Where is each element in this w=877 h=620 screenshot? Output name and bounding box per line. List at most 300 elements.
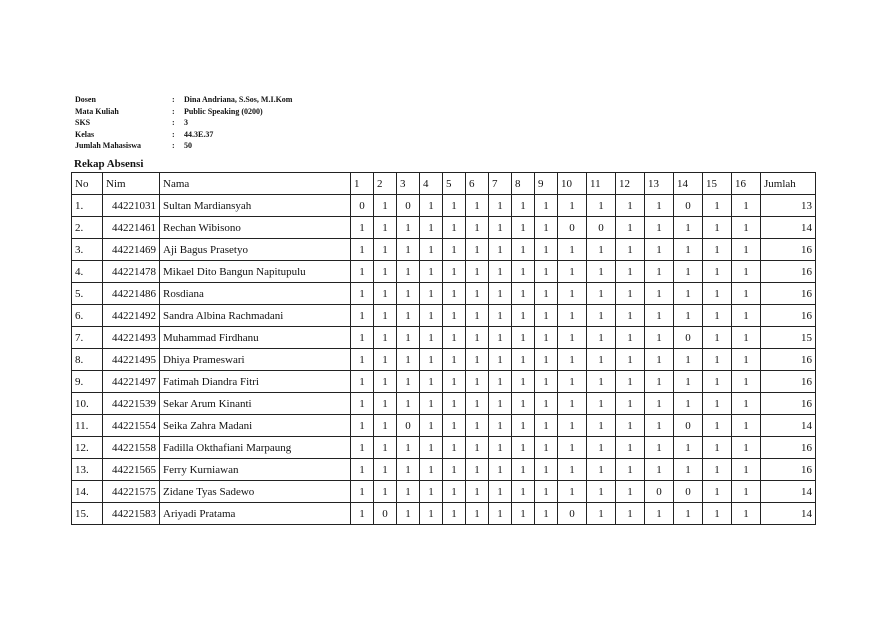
cell-attendance: 1 xyxy=(674,371,703,393)
cell-attendance: 1 xyxy=(351,327,374,349)
cell-attendance: 1 xyxy=(466,239,489,261)
cell-attendance: 1 xyxy=(420,481,443,503)
cell-attendance: 1 xyxy=(535,195,558,217)
cell-attendance: 1 xyxy=(443,503,466,525)
cell-attendance: 1 xyxy=(616,349,645,371)
cell-attendance: 1 xyxy=(616,393,645,415)
cell-attendance: 1 xyxy=(443,415,466,437)
cell-attendance: 1 xyxy=(587,283,616,305)
cell-attendance: 1 xyxy=(374,305,397,327)
table-row xyxy=(72,217,816,239)
cell-attendance: 1 xyxy=(512,283,535,305)
cell-attendance: 1 xyxy=(489,195,512,217)
cell-attendance: 1 xyxy=(374,195,397,217)
info-value: Dina Andriana, S.Sos, M.I.Kom xyxy=(184,95,293,104)
cell-attendance: 1 xyxy=(512,503,535,525)
header-meeting-6: 6 xyxy=(466,173,489,195)
info-label: Jumlah Mahasiswa xyxy=(75,141,142,150)
cell-attendance: 1 xyxy=(397,239,420,261)
cell-attendance: 1 xyxy=(466,371,489,393)
cell-attendance: 1 xyxy=(397,217,420,239)
cell-attendance: 1 xyxy=(535,503,558,525)
cell-attendance: 1 xyxy=(616,283,645,305)
cell-nama: Ariyadi Pratama xyxy=(160,503,351,525)
cell-nama: Ferry Kurniawan xyxy=(160,459,351,481)
cell-attendance: 1 xyxy=(558,371,587,393)
header-meeting-10: 10 xyxy=(558,173,587,195)
cell-attendance: 1 xyxy=(420,261,443,283)
cell-attendance: 1 xyxy=(512,481,535,503)
cell-attendance: 1 xyxy=(587,459,616,481)
table-row xyxy=(72,327,816,349)
cell-jumlah: 16 xyxy=(761,283,816,305)
cell-attendance: 0 xyxy=(674,415,703,437)
info-row-kelas xyxy=(75,129,292,141)
cell-attendance: 1 xyxy=(397,305,420,327)
cell-attendance: 1 xyxy=(466,327,489,349)
cell-attendance: 1 xyxy=(703,195,732,217)
info-label: Kelas xyxy=(75,129,95,139)
cell-attendance: 1 xyxy=(703,327,732,349)
cell-attendance: 1 xyxy=(587,371,616,393)
cell-nim: 44221493 xyxy=(103,327,160,349)
cell-attendance: 1 xyxy=(397,503,420,525)
info-row-jumlah-mahasiswa xyxy=(75,140,292,152)
cell-attendance: 1 xyxy=(674,283,703,305)
cell-nim: 44221478 xyxy=(103,261,160,283)
cell-attendance: 1 xyxy=(558,393,587,415)
cell-attendance: 1 xyxy=(443,283,466,305)
cell-no: 11. xyxy=(72,415,103,437)
cell-attendance: 1 xyxy=(558,195,587,217)
header-meeting-2: 2 xyxy=(374,173,397,195)
cell-nim: 44221497 xyxy=(103,371,160,393)
cell-attendance: 1 xyxy=(732,261,761,283)
cell-attendance: 1 xyxy=(616,503,645,525)
cell-attendance: 1 xyxy=(420,393,443,415)
cell-attendance: 1 xyxy=(558,327,587,349)
cell-nama: Muhammad Firdhanu xyxy=(160,327,351,349)
cell-attendance: 1 xyxy=(558,481,587,503)
cell-attendance: 1 xyxy=(645,283,674,305)
cell-attendance: 1 xyxy=(732,503,761,525)
cell-attendance: 1 xyxy=(512,305,535,327)
cell-attendance: 1 xyxy=(420,349,443,371)
cell-attendance: 1 xyxy=(489,393,512,415)
cell-no: 3. xyxy=(72,239,103,261)
cell-attendance: 1 xyxy=(351,371,374,393)
cell-attendance: 1 xyxy=(535,327,558,349)
cell-attendance: 1 xyxy=(587,393,616,415)
cell-attendance: 1 xyxy=(466,283,489,305)
cell-attendance: 1 xyxy=(732,415,761,437)
cell-attendance: 1 xyxy=(489,305,512,327)
table-row xyxy=(72,239,816,261)
cell-attendance: 1 xyxy=(616,261,645,283)
info-value: 50 xyxy=(184,141,192,150)
cell-attendance: 0 xyxy=(645,481,674,503)
cell-attendance: 0 xyxy=(397,195,420,217)
table-row xyxy=(72,349,816,371)
cell-attendance: 1 xyxy=(489,283,512,305)
cell-nama: Sandra Albina Rachmadani xyxy=(160,305,351,327)
cell-no: 6. xyxy=(72,305,103,327)
cell-jumlah: 14 xyxy=(761,481,816,503)
cell-attendance: 1 xyxy=(587,327,616,349)
cell-attendance: 1 xyxy=(489,217,512,239)
course-info xyxy=(75,94,292,152)
cell-attendance: 1 xyxy=(512,437,535,459)
cell-attendance: 1 xyxy=(703,437,732,459)
cell-attendance: 1 xyxy=(535,393,558,415)
cell-attendance: 1 xyxy=(420,459,443,481)
cell-attendance: 1 xyxy=(374,239,397,261)
cell-jumlah: 16 xyxy=(761,305,816,327)
cell-attendance: 1 xyxy=(645,415,674,437)
cell-attendance: 1 xyxy=(674,503,703,525)
cell-attendance: 1 xyxy=(397,481,420,503)
cell-attendance: 1 xyxy=(351,481,374,503)
cell-attendance: 1 xyxy=(732,437,761,459)
cell-attendance: 1 xyxy=(587,481,616,503)
table-row xyxy=(72,371,816,393)
header-meeting-3: 3 xyxy=(397,173,420,195)
table-row xyxy=(72,261,816,283)
cell-attendance: 1 xyxy=(732,195,761,217)
header-meeting-15: 15 xyxy=(703,173,732,195)
cell-attendance: 1 xyxy=(732,481,761,503)
cell-nim: 44221554 xyxy=(103,415,160,437)
header-meeting-1: 1 xyxy=(351,173,374,195)
table-row xyxy=(72,503,816,525)
cell-attendance: 1 xyxy=(587,415,616,437)
cell-attendance: 1 xyxy=(732,217,761,239)
cell-attendance: 1 xyxy=(443,371,466,393)
table-row xyxy=(72,459,816,481)
cell-attendance: 1 xyxy=(420,503,443,525)
cell-attendance: 0 xyxy=(397,415,420,437)
cell-nim: 44221492 xyxy=(103,305,160,327)
cell-jumlah: 15 xyxy=(761,327,816,349)
cell-attendance: 1 xyxy=(558,261,587,283)
cell-attendance: 1 xyxy=(703,371,732,393)
cell-attendance: 1 xyxy=(397,459,420,481)
cell-jumlah: 16 xyxy=(761,371,816,393)
cell-attendance: 0 xyxy=(674,327,703,349)
header-meeting-14: 14 xyxy=(674,173,703,195)
cell-attendance: 1 xyxy=(489,371,512,393)
cell-attendance: 1 xyxy=(616,239,645,261)
cell-attendance: 1 xyxy=(703,239,732,261)
cell-no: 14. xyxy=(72,481,103,503)
cell-attendance: 1 xyxy=(558,349,587,371)
cell-no: 5. xyxy=(72,283,103,305)
cell-attendance: 1 xyxy=(443,481,466,503)
table-row xyxy=(72,481,816,503)
cell-attendance: 1 xyxy=(351,305,374,327)
table-row xyxy=(72,393,816,415)
cell-jumlah: 14 xyxy=(761,217,816,239)
cell-attendance: 1 xyxy=(374,283,397,305)
cell-jumlah: 16 xyxy=(761,349,816,371)
cell-attendance: 1 xyxy=(351,503,374,525)
cell-attendance: 1 xyxy=(466,305,489,327)
cell-attendance: 1 xyxy=(443,349,466,371)
cell-attendance: 1 xyxy=(397,261,420,283)
cell-attendance: 1 xyxy=(674,239,703,261)
cell-attendance: 1 xyxy=(674,261,703,283)
cell-attendance: 1 xyxy=(397,393,420,415)
table-row xyxy=(72,283,816,305)
cell-nim: 44221558 xyxy=(103,437,160,459)
table-row xyxy=(72,437,816,459)
cell-attendance: 1 xyxy=(703,415,732,437)
cell-attendance: 1 xyxy=(587,305,616,327)
cell-attendance: 1 xyxy=(466,261,489,283)
cell-attendance: 1 xyxy=(466,217,489,239)
cell-no: 13. xyxy=(72,459,103,481)
cell-no: 1. xyxy=(72,195,103,217)
cell-jumlah: 16 xyxy=(761,261,816,283)
cell-no: 12. xyxy=(72,437,103,459)
cell-attendance: 1 xyxy=(703,503,732,525)
cell-attendance: 1 xyxy=(587,195,616,217)
cell-nim: 44221565 xyxy=(103,459,160,481)
cell-attendance: 1 xyxy=(512,327,535,349)
cell-attendance: 0 xyxy=(674,195,703,217)
cell-nim: 44221469 xyxy=(103,239,160,261)
cell-attendance: 1 xyxy=(351,459,374,481)
cell-attendance: 1 xyxy=(397,349,420,371)
cell-jumlah: 14 xyxy=(761,503,816,525)
cell-attendance: 1 xyxy=(374,393,397,415)
cell-attendance: 1 xyxy=(489,481,512,503)
cell-attendance: 1 xyxy=(374,261,397,283)
cell-attendance: 1 xyxy=(703,459,732,481)
cell-attendance: 0 xyxy=(374,503,397,525)
cell-attendance: 1 xyxy=(489,459,512,481)
cell-attendance: 1 xyxy=(535,261,558,283)
cell-attendance: 1 xyxy=(443,305,466,327)
cell-attendance: 1 xyxy=(397,283,420,305)
cell-attendance: 1 xyxy=(397,437,420,459)
cell-attendance: 1 xyxy=(351,393,374,415)
cell-attendance: 1 xyxy=(703,283,732,305)
cell-attendance: 1 xyxy=(732,349,761,371)
cell-attendance: 1 xyxy=(674,393,703,415)
cell-attendance: 1 xyxy=(420,327,443,349)
cell-attendance: 1 xyxy=(616,481,645,503)
cell-attendance: 1 xyxy=(587,261,616,283)
cell-attendance: 1 xyxy=(558,283,587,305)
table-row xyxy=(72,305,816,327)
cell-nama: Rechan Wibisono xyxy=(160,217,351,239)
cell-attendance: 1 xyxy=(535,481,558,503)
cell-attendance: 1 xyxy=(616,195,645,217)
cell-attendance: 1 xyxy=(703,349,732,371)
cell-attendance: 1 xyxy=(420,415,443,437)
cell-no: 7. xyxy=(72,327,103,349)
cell-attendance: 1 xyxy=(374,415,397,437)
cell-attendance: 1 xyxy=(351,437,374,459)
cell-attendance: 1 xyxy=(703,393,732,415)
cell-nama: Fatimah Diandra Fitri xyxy=(160,371,351,393)
cell-attendance: 1 xyxy=(489,503,512,525)
cell-attendance: 1 xyxy=(420,217,443,239)
cell-attendance: 1 xyxy=(616,217,645,239)
cell-attendance: 1 xyxy=(466,481,489,503)
cell-jumlah: 16 xyxy=(761,239,816,261)
cell-attendance: 1 xyxy=(443,437,466,459)
header-meeting-12: 12 xyxy=(616,173,645,195)
header-nama: Nama xyxy=(160,173,351,195)
cell-attendance: 1 xyxy=(512,371,535,393)
cell-attendance: 1 xyxy=(351,239,374,261)
cell-attendance: 1 xyxy=(535,305,558,327)
cell-nim: 44221539 xyxy=(103,393,160,415)
cell-nama: Aji Bagus Prasetyo xyxy=(160,239,351,261)
cell-nim: 44221031 xyxy=(103,195,160,217)
cell-nama: Seika Zahra Madani xyxy=(160,415,351,437)
cell-attendance: 1 xyxy=(616,305,645,327)
cell-attendance: 0 xyxy=(674,481,703,503)
cell-attendance: 1 xyxy=(535,371,558,393)
cell-attendance: 1 xyxy=(420,371,443,393)
cell-attendance: 1 xyxy=(351,217,374,239)
cell-attendance: 1 xyxy=(489,349,512,371)
cell-nama: Sultan Mardiansyah xyxy=(160,195,351,217)
cell-attendance: 1 xyxy=(645,217,674,239)
cell-attendance: 1 xyxy=(374,481,397,503)
info-label: Mata Kuliah xyxy=(75,106,119,116)
cell-no: 10. xyxy=(72,393,103,415)
cell-attendance: 1 xyxy=(587,349,616,371)
cell-attendance: 1 xyxy=(535,349,558,371)
cell-attendance: 1 xyxy=(674,305,703,327)
cell-attendance: 1 xyxy=(645,239,674,261)
cell-attendance: 1 xyxy=(466,195,489,217)
cell-attendance: 1 xyxy=(535,415,558,437)
cell-attendance: 1 xyxy=(443,261,466,283)
cell-attendance: 1 xyxy=(512,239,535,261)
cell-nim: 44221486 xyxy=(103,283,160,305)
cell-attendance: 1 xyxy=(587,437,616,459)
cell-attendance: 1 xyxy=(645,393,674,415)
cell-attendance: 1 xyxy=(674,459,703,481)
cell-attendance: 1 xyxy=(512,217,535,239)
cell-attendance: 0 xyxy=(558,503,587,525)
cell-attendance: 1 xyxy=(645,349,674,371)
info-label: SKS xyxy=(75,118,91,127)
header-meeting-11: 11 xyxy=(587,173,616,195)
cell-attendance: 1 xyxy=(616,459,645,481)
cell-attendance: 1 xyxy=(420,437,443,459)
cell-nama: Rosdiana xyxy=(160,283,351,305)
info-separator: : xyxy=(172,106,175,116)
cell-attendance: 1 xyxy=(512,459,535,481)
cell-attendance: 1 xyxy=(512,195,535,217)
cell-nama: Dhiya Prameswari xyxy=(160,349,351,371)
cell-attendance: 1 xyxy=(466,437,489,459)
cell-attendance: 1 xyxy=(443,239,466,261)
cell-attendance: 1 xyxy=(674,437,703,459)
cell-attendance: 1 xyxy=(489,327,512,349)
header-no: No xyxy=(72,173,103,195)
cell-attendance: 1 xyxy=(443,327,466,349)
cell-attendance: 1 xyxy=(351,349,374,371)
cell-attendance: 1 xyxy=(645,195,674,217)
header-meeting-16: 16 xyxy=(732,173,761,195)
header-meeting-9: 9 xyxy=(535,173,558,195)
cell-attendance: 1 xyxy=(466,415,489,437)
cell-attendance: 1 xyxy=(645,371,674,393)
cell-attendance: 0 xyxy=(351,195,374,217)
cell-attendance: 1 xyxy=(616,437,645,459)
cell-attendance: 1 xyxy=(397,327,420,349)
cell-attendance: 1 xyxy=(645,459,674,481)
cell-jumlah: 16 xyxy=(761,437,816,459)
cell-attendance: 1 xyxy=(489,415,512,437)
cell-nim: 44221495 xyxy=(103,349,160,371)
cell-attendance: 1 xyxy=(732,327,761,349)
info-separator: : xyxy=(172,118,175,127)
cell-no: 4. xyxy=(72,261,103,283)
cell-attendance: 1 xyxy=(703,305,732,327)
info-separator: : xyxy=(172,129,175,139)
cell-attendance: 1 xyxy=(732,393,761,415)
cell-jumlah: 13 xyxy=(761,195,816,217)
info-row-mata-kuliah xyxy=(75,106,292,118)
cell-attendance: 1 xyxy=(466,459,489,481)
cell-nama: Mikael Dito Bangun Napitupulu xyxy=(160,261,351,283)
cell-attendance: 1 xyxy=(558,305,587,327)
cell-attendance: 1 xyxy=(732,239,761,261)
cell-nim: 44221461 xyxy=(103,217,160,239)
cell-nim: 44221575 xyxy=(103,481,160,503)
cell-attendance: 1 xyxy=(443,393,466,415)
header-meeting-7: 7 xyxy=(489,173,512,195)
table-row xyxy=(72,415,816,437)
header-jumlah: Jumlah xyxy=(761,173,816,195)
cell-attendance: 1 xyxy=(587,239,616,261)
cell-attendance: 1 xyxy=(703,261,732,283)
cell-attendance: 1 xyxy=(732,283,761,305)
cell-attendance: 1 xyxy=(374,437,397,459)
header-meeting-4: 4 xyxy=(420,173,443,195)
cell-attendance: 1 xyxy=(489,437,512,459)
cell-jumlah: 16 xyxy=(761,393,816,415)
cell-attendance: 1 xyxy=(489,239,512,261)
cell-attendance: 1 xyxy=(645,437,674,459)
cell-attendance: 1 xyxy=(616,371,645,393)
cell-attendance: 1 xyxy=(732,305,761,327)
attendance-table xyxy=(71,172,816,525)
cell-attendance: 1 xyxy=(512,415,535,437)
cell-attendance: 1 xyxy=(420,305,443,327)
cell-attendance: 1 xyxy=(512,261,535,283)
cell-attendance: 1 xyxy=(374,459,397,481)
cell-attendance: 1 xyxy=(512,393,535,415)
cell-attendance: 1 xyxy=(466,503,489,525)
cell-attendance: 1 xyxy=(443,195,466,217)
cell-attendance: 1 xyxy=(420,283,443,305)
cell-jumlah: 14 xyxy=(761,415,816,437)
cell-attendance: 1 xyxy=(535,283,558,305)
cell-attendance: 1 xyxy=(645,305,674,327)
cell-attendance: 1 xyxy=(466,393,489,415)
table-row xyxy=(72,195,816,217)
cell-attendance: 1 xyxy=(466,349,489,371)
